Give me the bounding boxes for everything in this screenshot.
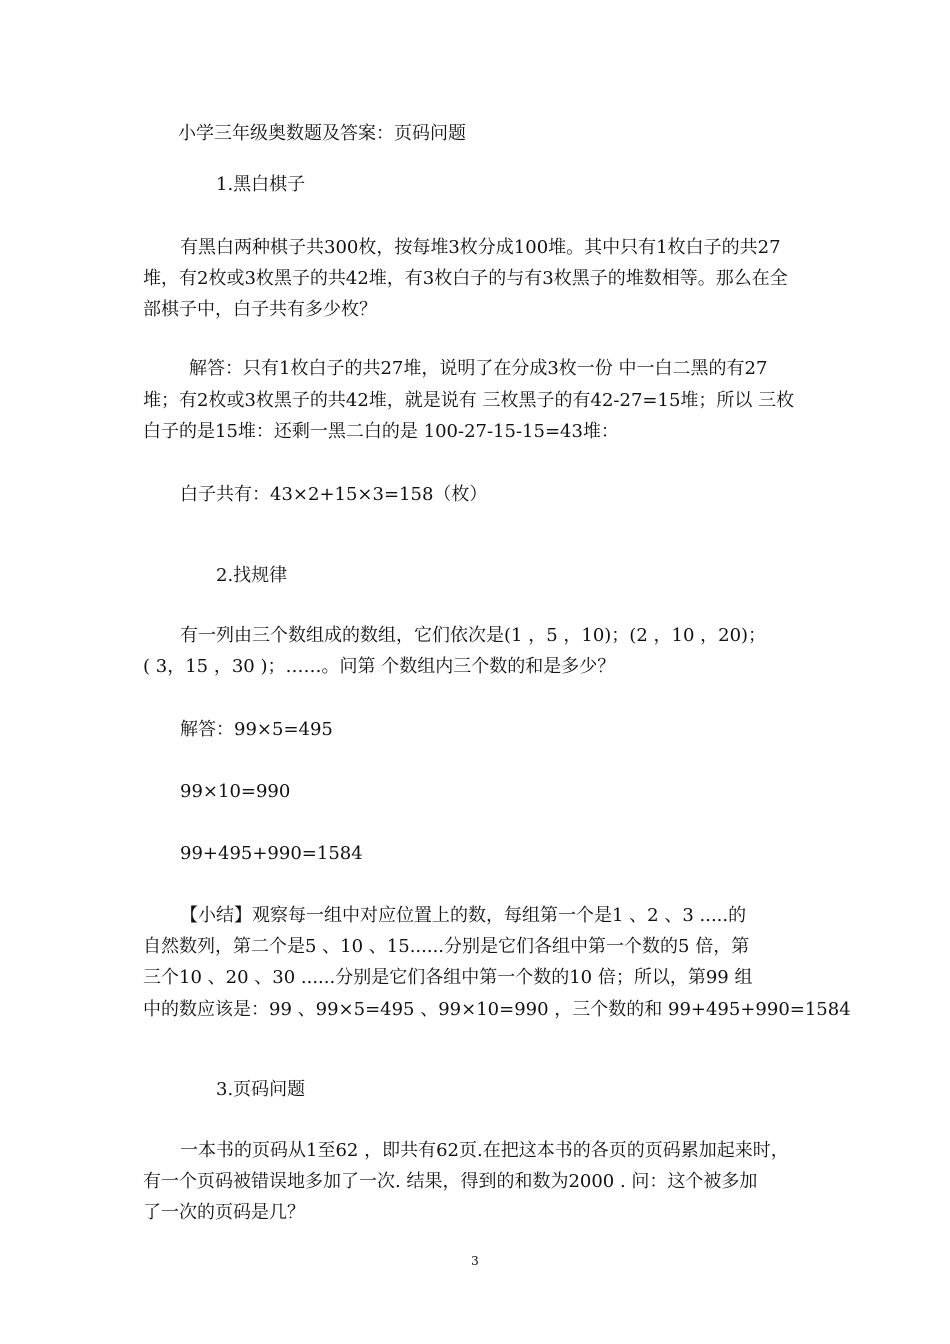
section-2-summary-line-2: 自然数列，第二个是5 、10 、15......分别是它们各组中第一个数的5 倍，第	[143, 936, 750, 957]
section-3-problem-line-2: 有一个页码被错误地多加了一次. 结果，得到的和数为2000 . 问：这个被多加	[143, 1171, 758, 1192]
section-2-answer-line-2: 99×10=990	[180, 781, 291, 802]
section-1-problem-line-2: 堆，有2枚或3枚黑子的共42堆，有3枚白子的与有3枚黑子的堆数相等。那么在全	[143, 268, 788, 289]
section-3-problem-line-1: 一本书的页码从1至62 ，即共有62页.在把这本书的各页的页码累加起来时，	[180, 1140, 789, 1161]
section-2-answer-line-3: 99+495+990=1584	[180, 843, 363, 864]
section-1-answer-line-3: 白子的是15堆：还剩一黑二白的是 100-27-15-15=43堆：	[143, 421, 619, 442]
section-2-answer-line-1: 解答：99×5=495	[180, 719, 333, 740]
section-2-summary-line-1: 【小结】观察每一组中对应位置上的数，每组第一个是1 、2 、3 .....的	[180, 905, 747, 926]
page-number: 3	[471, 1254, 479, 1268]
section-1-problem-line-3: 部棋子中，白子共有多少枚？	[143, 299, 377, 320]
section-1-problem-line-1: 有黑白两种棋子共300枚，按每堆3枚分成100堆。其中只有1枚白子的共27	[180, 237, 781, 258]
section-2-heading: 2.找规律	[216, 565, 288, 586]
section-2-problem-line-1: 有一列由三个数组成的数组，它们依次是(1 ，5 ，10)；(2 ，10 ，20)；	[180, 625, 767, 646]
section-3-problem-line-3: 了一次的页码是几？	[143, 1202, 305, 1223]
section-2-summary-line-3: 三个10 、20 、30 ......分别是它们各组中第一个数的10 倍；所以，第99 组	[143, 967, 753, 988]
section-1-answer-line-1: 解答：只有1枚白子的共27堆，说明了在分成3枚一份 中一白二黑的有27	[189, 358, 768, 379]
section-1-answer-line-2: 堆；有2枚或3枚黑子的共42堆，就是说有 三枚黑子的有42-27=15堆；所以 三枚	[143, 390, 795, 411]
section-2-summary-line-4: 中的数应该是：99 、99×5=495 、99×10=990 ，三个数的和 99+495+990=1584	[143, 999, 851, 1020]
document-title: 小学三年级奥数题及答案：页码问题	[178, 123, 466, 144]
section-3-heading: 3.页码问题	[216, 1079, 306, 1100]
section-1-heading: 1.黑白棋子	[216, 174, 306, 195]
section-1-result: 白子共有：43×2+15×3=158（枚）	[180, 484, 488, 505]
section-2-problem-line-2: ( 3，15 ，30 )；……。问第 个数组内三个数的和是多少？	[143, 656, 616, 677]
